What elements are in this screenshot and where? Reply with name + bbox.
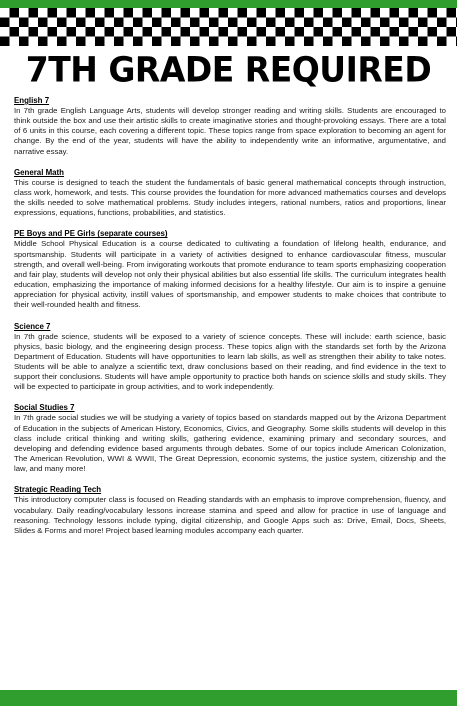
- course-pe: [14, 229, 446, 310]
- course-english-7: [14, 96, 446, 157]
- course-title: Strategic Reading Tech: [14, 485, 102, 495]
- course-title: Social Studies 7: [14, 403, 75, 413]
- course-description: In 7th grade social studies we will be studying a variety of topics based on standards mapped out by the Arizona Department of Education in the subjects of American History, Economics, Civics, and Geography. Some skills students will develop in this class include critical thinking and writing skills, gathering evidence, examining primary and secondary sources, and developing and defending evidence based arguments through debates. Some of our topics include American Colonization, The American Revolution, WWI & WWII, The Great Depression, economic systems, the justice system, citizenship and the law, and many more!: [14, 413, 446, 474]
- course-strategic-reading-tech: [14, 485, 446, 536]
- top-accent-bar: [0, 0, 457, 8]
- course-description: In 7th grade science, students will be exposed to a variety of science concepts. These will include: earth science, basic physics, basic biology, and the engineering design process. These topics align with the standards set forth by the Arizona Department of Education. Students will have opportunities to learn lab skills, as well as strengthen their ability to take notes. Students will be able to analyze a scientific text, draw conclusions based on their reading, and find evidence in the text to support their conclusions. Students will have ample opportunity to practice both hands on science skills and study skills. They will be expected to participate in group activities, and to work independently.: [14, 331, 446, 392]
- course-description: Middle School Physical Education is a course dedicated to cultivating a foundation of lifelong health, endurance, and sportsmanship. Students will participate in a variety of activities designed to enhance cardiovascular fitness, muscular strength, and overall well-being. From invigorating workouts that promote endurance to team sports emphasizing cooperation and fair play, students will develop not only their physical abilities but also essential life skills. The curriculum integrates health education, emphasizing the importance of making informed decisions for a healthy lifestyle. Our aim is to inspire a genuine appreciation for physical activity, instill values of sportsmanship, and empower students to make choices that contribute to their well-rounded health and fitness.: [14, 239, 446, 310]
- course-title: English 7: [14, 96, 50, 105]
- course-general-math: [14, 168, 446, 219]
- course-title: Science 7: [14, 321, 51, 331]
- page-title: 7TH GRADE REQUIRED: [25, 49, 432, 90]
- course-description: This course is designed to teach the student the fundamentals of basic general mathematical concepts through instruction, class work, homework, and tests. This course provides the foundation for more advanced mathematics courses and develops the skills needed to solve mathematical problems. Study includes integers, rational numbers, ratios and proportions, linear expressions, equations, functions, probabilities, and statistics.: [14, 177, 446, 218]
- course-social-studies-7: [14, 403, 446, 474]
- course-list: [14, 96, 446, 547]
- course-description: This introductory computer class is focused on Reading standards with an emphasis to improve comprehension, fluency, and vocabulary. Daily reading/vocabulary lessons increase stamina and speed and allow for practice in use of language and reasoning. Technology lessons include typing, digital citizenship, and Google Apps such as: Drive, Email, Docs, Sheets, Slides & Forms and more! Project based learning modules accompany each quarter.: [14, 495, 446, 535]
- course-title: General Math: [14, 167, 64, 177]
- bottom-accent-bar: [0, 690, 457, 706]
- checkered-banner: [0, 8, 457, 46]
- course-title: PE Boys and PE Girls (separate courses): [14, 229, 168, 239]
- course-science-7: [14, 322, 446, 393]
- course-description: In 7th grade English Language Arts, students will develop stronger reading and writing skills. Students are encouraged to think outside the box and use their artistic skills to create imaginative stories and thought-provoking essays. There are a total of 6 units in this course, each covering a different topic. These topics range from space exploration to becoming an agent for change. By the end of the year, students will have the ability to independently write an informative, argumentative, and narrative essay.: [14, 106, 446, 156]
